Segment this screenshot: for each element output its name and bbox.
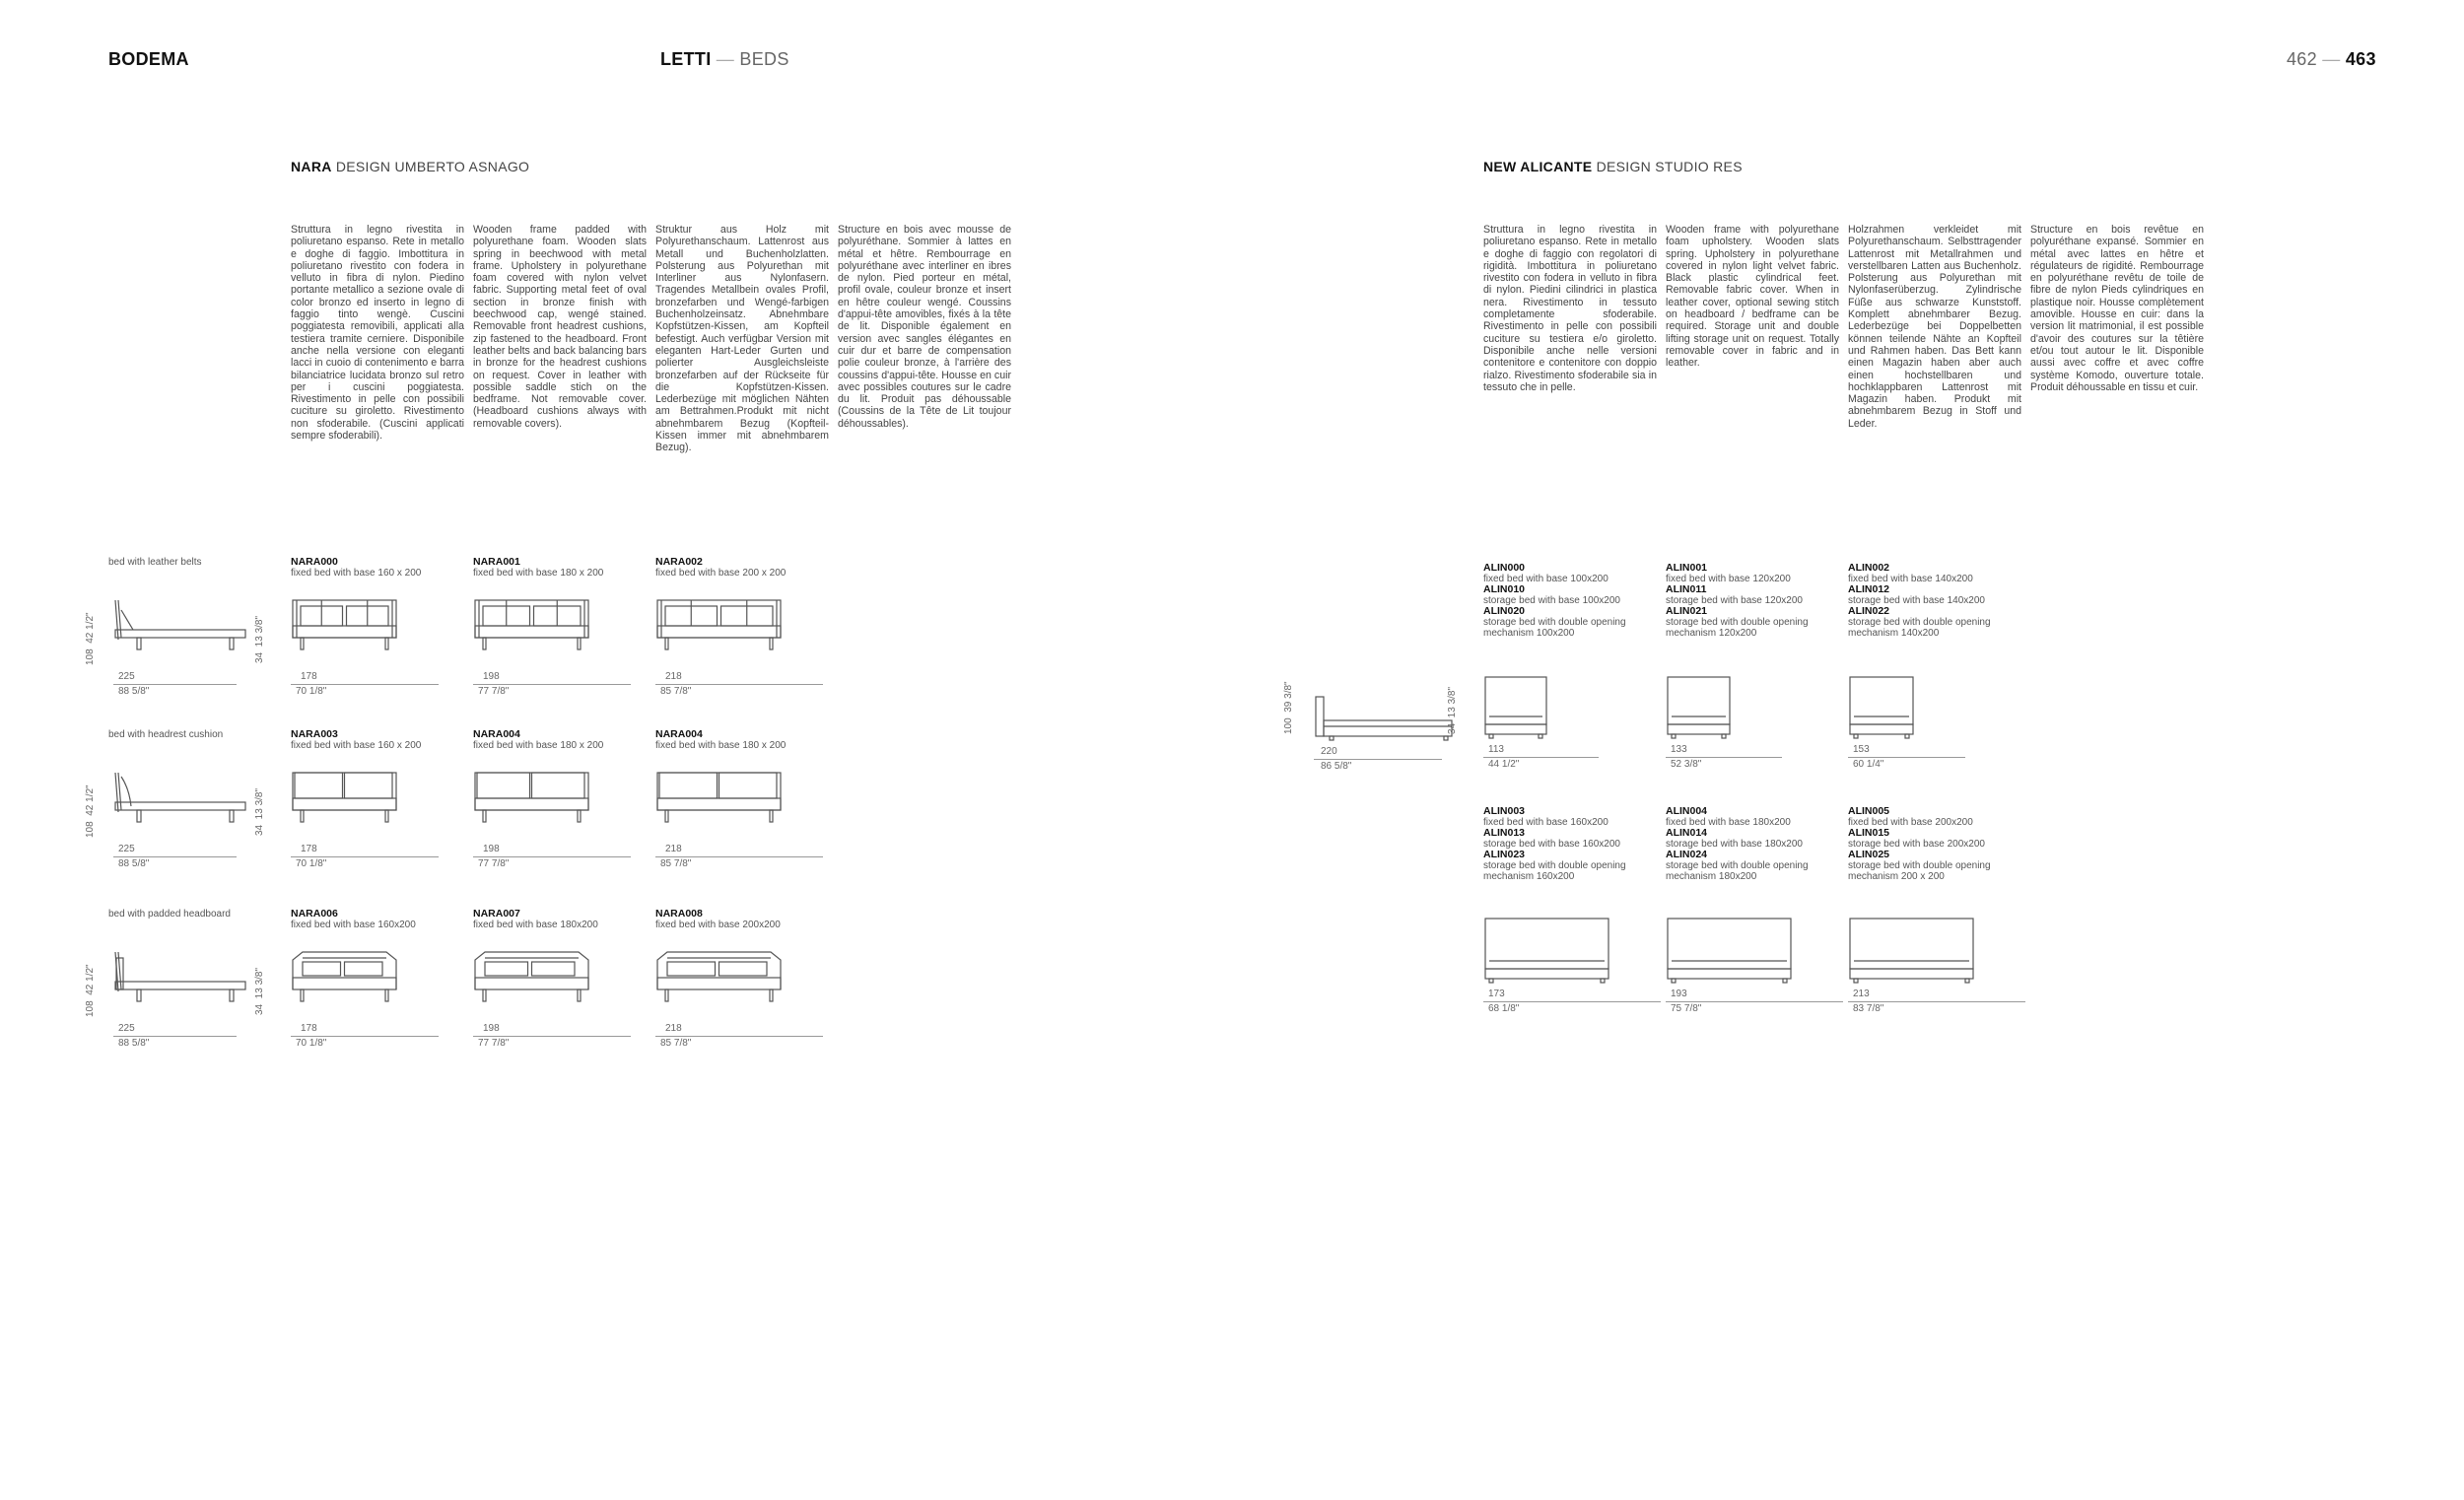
width-in: 60 1/4" — [1853, 759, 1884, 770]
product-description: fixed bed with base 160x200 — [291, 920, 416, 930]
side-length-cm: 220 — [1321, 746, 1337, 757]
product-description: fixed bed with base 160 x 200 — [291, 568, 422, 579]
width-cm: 213 — [1853, 989, 1870, 999]
side-length-cm: 225 — [118, 1023, 135, 1034]
side-length-in: 86 5/8" — [1321, 761, 1352, 772]
width-in: 77 7/8" — [478, 1038, 510, 1049]
side-height-label: 108 42 1/2" — [85, 964, 96, 1017]
product-code: ALIN021 — [1666, 605, 1708, 617]
width-cm: 218 — [665, 671, 682, 682]
leg-height-label: 34 13 3/8" — [254, 615, 265, 663]
product-code: NARA007 — [473, 908, 520, 920]
bed-side-view-drawing — [113, 771, 251, 840]
bed-front-view-drawing — [291, 771, 398, 840]
width-in: 68 1/8" — [1488, 1003, 1520, 1014]
page-numbers: 462 — 463 — [2287, 49, 2376, 69]
bed-side-view-drawing — [113, 598, 251, 667]
product-description: fixed bed with base 180 x 200 — [655, 740, 787, 751]
dimension-line — [291, 1036, 439, 1037]
dimension-line — [473, 856, 631, 857]
dimension-line — [1483, 1001, 1661, 1002]
product-code: ALIN003 — [1483, 805, 1526, 817]
bed-front-view-drawing — [1483, 675, 1550, 740]
brand-logo: BODEMA — [108, 49, 189, 69]
product-description: storage bed with double opening mechanism 180x200 — [1666, 860, 1809, 882]
nara-text-de: Struktur aus Holz mit Polyurethanschaum. Lattenrost aus Metall und Buchenholzlatten. Polsterung aus Polyurethan mit Interliner aus Nylonfasern. Tragendes Metallbein ovales Profil, bronzefarben und Wengé-farbigen Buchenholzeinsatz. Abnehmbare Kopfstützen-Kissen, am Kopfteil befestigt. Auch verfügbar Version mit eleganten Hart-Leder Gurten und polierter Ausgleichsleiste bronzefarben auf der Rückseite für die Kopfstützen-Kissen. Lederbezüge mit möglichen Nähten am Bettrahmen.Produkt mit nicht abnehmbarem Bezug (Kopfteil-Kissen immer mit abnehmbarem Bezug). — [655, 224, 829, 454]
width-cm: 133 — [1671, 744, 1687, 755]
alicante-side-view-drawing — [1314, 695, 1462, 744]
width-in: 77 7/8" — [478, 858, 510, 869]
nara-text-fr: Structure en bois avec mousse de polyuréthane. Sommier à lattes en métal et hêtre. Rembourrage en polyuréthane avec interliner en ibres de nylon. Pied porteur en métal, profil ovale, couleur bronze et insert en hêtre couleur wengé. Coussins d'appui-tête amovibles, fixés à la tête de lit. Disponible également en version avec sangles élégantes en cuir dur et barre de compensation polie couleur bronze, à l'arrière des coussins d'appui-tête. Housse en cuir avec possibles coutures sur le cadre du lit. Produit pas déhoussable (Coussins de la Tête de Lit toujour déhoussables). — [838, 224, 1011, 430]
width-cm: 178 — [301, 1023, 317, 1034]
product-code: ALIN024 — [1666, 849, 1708, 860]
product-code: NARA000 — [291, 556, 338, 568]
dimension-line — [655, 856, 823, 857]
bed-front-view-drawing — [1666, 917, 1795, 985]
product-description: storage bed with double opening mechanism 140x200 — [1848, 617, 1991, 639]
product-code: ALIN001 — [1666, 562, 1708, 574]
product-description: storage bed with base 160x200 — [1483, 839, 1620, 850]
product-code: NARA004 — [655, 728, 703, 740]
width-cm: 113 — [1488, 744, 1504, 755]
product-description: storage bed with base 200x200 — [1848, 839, 1985, 850]
product-code: ALIN012 — [1848, 583, 1890, 595]
nara-title: NARA DESIGN UMBERTO ASNAGO — [291, 159, 530, 174]
side-length-cm: 225 — [118, 844, 135, 854]
product-description: storage bed with base 180x200 — [1666, 839, 1803, 850]
bed-side-view-drawing — [113, 950, 251, 1019]
product-description: fixed bed with base 180x200 — [473, 920, 598, 930]
product-code: ALIN013 — [1483, 827, 1526, 839]
bed-front-view-drawing — [1483, 917, 1612, 985]
dimension-line — [113, 684, 237, 685]
bed-front-view-drawing — [473, 598, 590, 667]
dimension-line — [1483, 757, 1599, 758]
product-description: fixed bed with base 200x200 — [655, 920, 781, 930]
width-in: 85 7/8" — [660, 686, 692, 697]
section-title: LETTI — BEDS — [660, 49, 789, 69]
width-cm: 198 — [483, 671, 500, 682]
width-in: 44 1/2" — [1488, 759, 1520, 770]
dimension-line — [113, 1036, 237, 1037]
width-in: 70 1/8" — [296, 858, 327, 869]
alicante-text-en: Wooden frame with polyurethane foam upholstery. Wooden slats spring. Upholstery in polyurethane covered in nylon light velvet fabric. Black plastic cylindrical feet. Removable fabric cover. When in leather cover, optional sewing stitch on headboard / bedframe can be required. Storage unit and double lifting storage unit on request. Totally removable cover in fabric and in leather. — [1666, 224, 1839, 370]
product-description: fixed bed with base 140x200 — [1848, 574, 1973, 584]
dimension-line — [473, 1036, 631, 1037]
product-description: fixed bed with base 200 x 200 — [655, 568, 787, 579]
width-cm: 173 — [1488, 989, 1505, 999]
alicante-text-it: Struttura in legno rivestita in poliuretano espanso. Rete in metallo e doghe di faggio con regolatori di rigidità. Imbottitura in poliuretano rivestito con fodera in velluto in fibra di nylon. Piedini cilindrici in plastica nera. Rivestimento in tessuto completamente sfoderabile. Rivestimento in pelle con possibili cuciture su testiera e/o giroletto. Disponibile anche nelle versioni contenitore e contenitore con doppio rialzo. Rivestimento sfoderabile sia in tessuto che in pelle. — [1483, 224, 1657, 393]
dimension-line — [1848, 1001, 2025, 1002]
row-label: bed with headrest cushion — [108, 729, 224, 740]
product-description: storage bed with base 120x200 — [1666, 595, 1803, 606]
product-code: ALIN025 — [1848, 849, 1890, 860]
width-in: 70 1/8" — [296, 1038, 327, 1049]
product-code: ALIN020 — [1483, 605, 1526, 617]
dimension-line — [655, 684, 823, 685]
product-code: ALIN002 — [1848, 562, 1890, 574]
bed-front-view-drawing — [473, 771, 590, 840]
product-description: storage bed with double opening mechanism 120x200 — [1666, 617, 1809, 639]
dimension-line — [113, 856, 237, 857]
leg-height-label: 34 13 3/8" — [254, 967, 265, 1015]
product-code: ALIN004 — [1666, 805, 1708, 817]
alicante-text-de: Holzrahmen verkleidet mit Polyurethanschaum. Selbsttragender Lattenrost mit Metallrahmen und verstellbaren Latten aus Buchenholz. Polsterung aus Polyurethan mit Nylonfaserüberzug. Zylindrische Füße aus schwarze Kunststoff. Komplett abnehmbarer Bezug. Lederbezüge bei Doppelbetten können teilende Nähte an Kopfteil und Rahmen haben. Das Bett kann einen Magazin haben aber auch einen hochstellbaren und hochklappbaren Lattenrost mit Magazin haben. Produkt mit abnehmbarem Bezug in Stoff und Leder. — [1848, 224, 2021, 430]
bed-front-view-drawing — [655, 950, 783, 1019]
product-description: fixed bed with base 180x200 — [1666, 817, 1791, 828]
side-height-label: 100 39 3/8" — [1283, 681, 1294, 734]
product-code: ALIN014 — [1666, 827, 1708, 839]
dimension-line — [1314, 759, 1442, 760]
leg-height-label: 34 13 3/8" — [254, 787, 265, 836]
alicante-text-fr: Structure en bois revêtue en polyuréthane expansé. Sommier en métal avec lattes en hêtre et régulateurs de rigidité. Rembourrage en polyuréthane revêtu de toile de fibre de nylon Pieds cylindriques en plastique noir. Housse complètement amovible. Housse en cuir: dans la version lit matrimonial, il est possible d'avoir des coutures sur la têtière et/ou tout autour le lit. Disponible aussi avec coffre et avec coffre système Komodo, ouverture totale. Produit déhoussable en tissu et cuir. — [2030, 224, 2204, 393]
bed-front-view-drawing — [655, 598, 783, 667]
product-code: ALIN011 — [1666, 583, 1707, 595]
bed-front-view-drawing — [1848, 917, 1977, 985]
product-description: fixed bed with base 100x200 — [1483, 574, 1608, 584]
product-code: NARA008 — [655, 908, 703, 920]
product-code: NARA002 — [655, 556, 703, 568]
side-length-in: 88 5/8" — [118, 1038, 150, 1049]
width-in: 85 7/8" — [660, 1038, 692, 1049]
width-cm: 218 — [665, 844, 682, 854]
product-description: fixed bed with base 180 x 200 — [473, 568, 604, 579]
side-length-in: 88 5/8" — [118, 858, 150, 869]
width-in: 70 1/8" — [296, 686, 327, 697]
dimension-line — [291, 684, 439, 685]
width-in: 77 7/8" — [478, 686, 510, 697]
product-code: ALIN023 — [1483, 849, 1526, 860]
dimension-line — [1666, 1001, 1843, 1002]
width-cm: 153 — [1853, 744, 1870, 755]
product-code: NARA001 — [473, 556, 520, 568]
leg-height-label: 34 13 3/8" — [1447, 686, 1458, 734]
bed-front-view-drawing — [291, 598, 398, 667]
width-in: 52 3/8" — [1671, 759, 1702, 770]
bed-front-view-drawing — [1666, 675, 1734, 740]
product-description: fixed bed with base 160x200 — [1483, 817, 1608, 828]
bed-front-view-drawing — [473, 950, 590, 1019]
product-code: ALIN000 — [1483, 562, 1526, 574]
bed-front-view-drawing — [1848, 675, 1917, 740]
nara-text-it: Struttura in legno rivestita in poliuretano espanso. Rete in metallo e doghe di faggio. Imbottitura in poliuretano rivestito con fodera in velluto in fibra di nylon. Piedino portante metallico a sezione ovale di color bronzo ed inserto in legno di faggio tinto wengè. Cuscini poggiatesta removibili, applicati alla testiera tramite cerniere. Disponibile anche nella versione con eleganti lacci in cuoio di contenimento e barra bilanciatrice lucidata bronzo sul retro per i cuscini poggiatesta. Rivestimento in pelle con possibili cuciture su giroletto. Rivestimento non sfoderabile. (Cuscini applicati sempre sfoderabili). — [291, 224, 464, 443]
width-cm: 198 — [483, 844, 500, 854]
width-cm: 178 — [301, 671, 317, 682]
product-description: storage bed with double opening mechanism 160x200 — [1483, 860, 1626, 882]
dimension-line — [1848, 757, 1965, 758]
width-cm: 178 — [301, 844, 317, 854]
product-code: ALIN015 — [1848, 827, 1890, 839]
bed-front-view-drawing — [291, 950, 398, 1019]
product-description: storage bed with base 140x200 — [1848, 595, 1985, 606]
product-code: NARA006 — [291, 908, 338, 920]
row-label: bed with leather belts — [108, 557, 202, 568]
product-description: storage bed with double opening mechanism 100x200 — [1483, 617, 1626, 639]
width-cm: 193 — [1671, 989, 1687, 999]
width-cm: 198 — [483, 1023, 500, 1034]
product-code: ALIN022 — [1848, 605, 1890, 617]
product-code: ALIN010 — [1483, 583, 1526, 595]
product-description: fixed bed with base 120x200 — [1666, 574, 1791, 584]
product-description: fixed bed with base 160 x 200 — [291, 740, 422, 751]
product-description: fixed bed with base 200x200 — [1848, 817, 1973, 828]
width-cm: 218 — [665, 1023, 682, 1034]
nara-text-en: Wooden frame padded with polyurethane foam. Wooden slats spring in beechwood with metal frame. Upholstery in polyurethane foam covered with nylon velvet fabric. Supporting metal feet of oval section in bronze finish with beechwood cap, wengé stained. Removable front headrest cushions, zip fastened to the headboard. Front leather belts and back balancing bars in bronze for the headrest cushions on request. Cover in leather with possible saddle stich on the bedframe. Not removable cover. (Headboard cushions always with removable covers). — [473, 224, 647, 430]
dimension-line — [473, 684, 631, 685]
product-description: storage bed with double opening mechanism 200 x 200 — [1848, 860, 1991, 882]
product-description: storage bed with base 100x200 — [1483, 595, 1620, 606]
product-description: fixed bed with base 180 x 200 — [473, 740, 604, 751]
width-in: 85 7/8" — [660, 858, 692, 869]
dimension-line — [655, 1036, 823, 1037]
product-code: NARA003 — [291, 728, 338, 740]
side-length-in: 88 5/8" — [118, 686, 150, 697]
product-code: ALIN005 — [1848, 805, 1890, 817]
alicante-title: NEW ALICANTE DESIGN STUDIO RES — [1483, 159, 1743, 174]
side-height-label: 108 42 1/2" — [85, 612, 96, 665]
side-height-label: 108 42 1/2" — [85, 784, 96, 838]
row-label: bed with padded headboard — [108, 909, 231, 920]
bed-front-view-drawing — [655, 771, 783, 840]
dimension-line — [1666, 757, 1782, 758]
product-code: NARA004 — [473, 728, 520, 740]
width-in: 83 7/8" — [1853, 1003, 1884, 1014]
dimension-line — [291, 856, 439, 857]
width-in: 75 7/8" — [1671, 1003, 1702, 1014]
side-length-cm: 225 — [118, 671, 135, 682]
